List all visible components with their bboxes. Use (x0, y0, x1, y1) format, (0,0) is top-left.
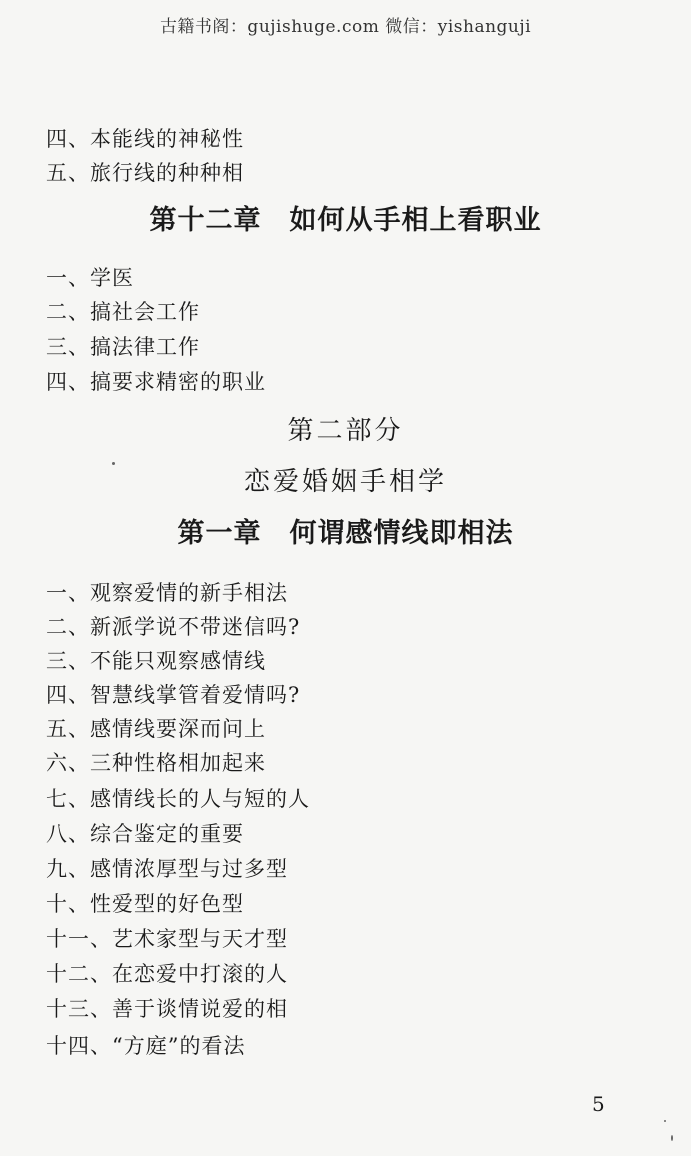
list-item: 四、智慧线掌管着爱情吗? (46, 683, 301, 707)
list-item: 六、三种性格相加起来 (46, 751, 266, 775)
scan-speck (671, 1135, 673, 1141)
part-title: 第二部分 (287, 416, 404, 446)
list-item: 十、性爱型的好色型 (46, 892, 244, 916)
list-item: 十二、在恋爱中打滚的人 (46, 962, 288, 986)
list-item: 七、感情线长的人与短的人 (46, 787, 310, 811)
part-subtitle: 恋爱婚姻手相学 (243, 467, 447, 497)
list-item: 三、搞法律工作 (46, 335, 200, 359)
list-item: 四、搞要求精密的职业 (46, 370, 266, 394)
list-item: 三、不能只观察感情线 (46, 649, 266, 673)
scan-speck (664, 1120, 666, 1122)
chapter-12-title: 第十二章 如何从手相上看职业 (149, 205, 542, 236)
watermark-header: 古籍书阁：gujishuge.com 微信：yishanguji (159, 17, 532, 37)
list-item: 一、观察爱情的新手相法 (46, 581, 288, 605)
list-item: 五、感情线要深而问上 (46, 717, 266, 741)
list-item: 十一、艺术家型与天才型 (46, 927, 288, 951)
list-item: 八、综合鉴定的重要 (46, 822, 244, 846)
page-number: 5 (592, 1092, 605, 1116)
list-item: 十三、善于谈情说爱的相 (46, 997, 288, 1021)
list-item: 一、学医 (46, 266, 134, 290)
list-item: 四、本能线的神秘性 (46, 127, 244, 151)
list-item: 十四、“方庭”的看法 (46, 1034, 246, 1058)
list-item: 九、感情浓厚型与过多型 (46, 857, 288, 881)
list-item: 五、旅行线的种种相 (46, 161, 244, 185)
list-item: 二、新派学说不带迷信吗? (46, 615, 301, 639)
chapter-1-title: 第一章 何谓感情线即相法 (177, 518, 514, 549)
list-item: 二、搞社会工作 (46, 300, 200, 324)
scan-speck (112, 462, 115, 465)
